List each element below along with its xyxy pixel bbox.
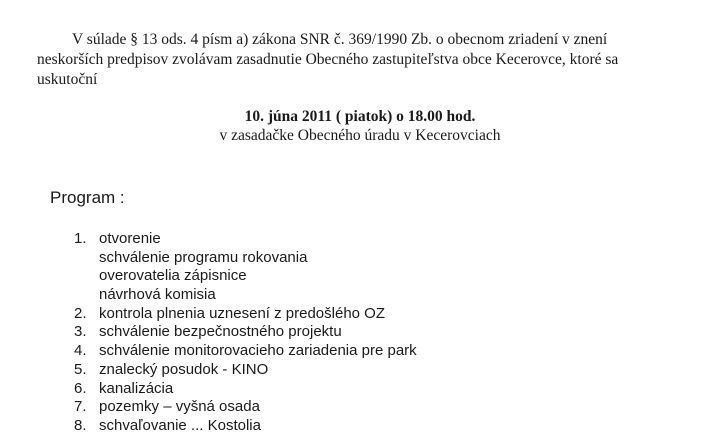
item-text: overovatelia zápisnice [99, 267, 247, 285]
item-text: schválenie bezpečnostného projektu [99, 323, 342, 341]
item-number: 5. [74, 360, 87, 378]
item-number: 4. [74, 342, 87, 360]
item-number: 2. [74, 304, 87, 322]
item-text: schválenie programu rokovania [99, 248, 308, 266]
item-text: schválenie monitorovacieho zariadenia pre park [99, 342, 417, 360]
item-number: 3. [74, 323, 87, 341]
item-text: návrhová komisia [99, 286, 216, 304]
item-number: 7. [74, 398, 87, 416]
item-number: 8. [74, 416, 87, 434]
item-number: 6. [74, 379, 87, 397]
item-text: otvorenie [99, 230, 161, 247]
item-text: znalecký posudok - KINO [99, 360, 269, 378]
intro-line-1: V súlade § 13 ods. 4 písm a) zákona SNR č. 369/1990 Zb. o obecnom zriadení v znení [72, 31, 608, 48]
meeting-date: 10. júna 2011 ( piatok) o 18.00 hod. [244, 108, 476, 125]
item-number: 1. [74, 230, 87, 247]
item-text: kanalizácia [99, 379, 174, 397]
item-text: pozemky – vyšná osada [99, 398, 260, 416]
item-text: schvaľovanie ... Kostolia [99, 416, 261, 434]
intro-line-2: neskorších predpisov zvolávam zasadnutie Obecného zastupiteľstva obce Kecerovce, ktoré sa [37, 51, 619, 68]
meeting-place: v zasadačke Obecného úradu v Kecerovciach [219, 127, 501, 144]
intro-line-3: uskutoční [37, 71, 98, 88]
program-heading: Program : [50, 188, 125, 207]
item-text: kontrola plnenia uznesení z predošlého OZ [99, 304, 386, 322]
